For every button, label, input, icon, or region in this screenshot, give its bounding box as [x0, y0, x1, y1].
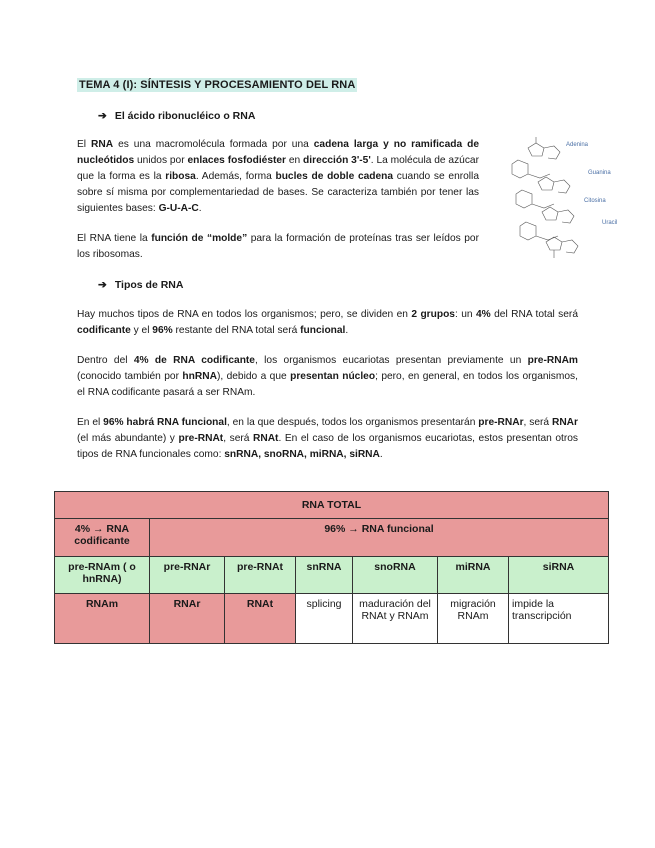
precursor-cell: pre-RNAt	[225, 557, 296, 594]
paragraph-rna-groups: Hay muchos tipos de RNA en todos los organismos; pero, se dividen en 2 grupos: un 4% del RNA total será codificante y el 96% restante del RNA total será funcional.	[77, 309, 578, 336]
label-uracil: Uracil	[602, 220, 618, 226]
table-header-cell: RNA TOTAL	[55, 492, 609, 519]
product-cell: migración RNAm	[438, 594, 509, 644]
precursor-cell: siRNA	[509, 557, 609, 594]
label-adenina: Adenina	[566, 142, 589, 148]
paragraph-rna-function: El RNA tiene la función de “molde” para la formación de proteínas tras ser leídos por los ribosomas.	[77, 233, 479, 260]
product-cell: RNAr	[150, 594, 225, 644]
precursor-cell: snoRNA	[353, 557, 438, 594]
precursor-cell: miRNA	[438, 557, 509, 594]
group-coding-cell: 4% → RNA codificante	[55, 519, 150, 557]
paragraph-rna-definition: El RNA es una macromolécula formada por una cadena larga y no ramificada de nucleótidos unidos por enlaces fosfodiéster en dirección 3'-5'. La molécula de azúcar que la forma es la ribosa. Además, forma bucles de doble cadena cuando se enrolla sobre sí misma por complementariedad de bases. Se caracteriza también por tener las siguientes bases: G-U-A-C.	[77, 139, 479, 214]
arrow-icon: ➔	[98, 279, 107, 291]
product-cell: impide la transcripción	[509, 594, 609, 644]
paragraph-coding-rna: Dentro del 4% de RNA codificante, los organismos eucariotas presentan previamente un pre-RNAm (conocido también por hnRNA), debido a que presentan núcleo; pero, en general, en todos los organismos, el RNA codificante pasará a ser RNAm.	[77, 355, 578, 398]
precursor-cell: pre-RNAr	[150, 557, 225, 594]
precursor-cell: snRNA	[296, 557, 353, 594]
section-heading-types	[98, 279, 183, 291]
rna-types-table	[54, 491, 609, 644]
label-citosina: Citosina	[584, 198, 606, 204]
section-heading-label: Tipos de RNA	[114, 279, 184, 291]
paragraph-functional-rna: En el 96% habrá RNA funcional, en la que después, todos los organismos presentarán pre-RNAr, será RNAr (el más abundante) y pre-RNAt, será RNAt. En el caso de los organismos eucariotas, estos presentan otros tipos de RNA funcionales como: snRNA, snoRNA, miRNA, siRNA.	[77, 417, 579, 460]
section-heading-rna	[98, 110, 255, 122]
product-cell: RNAt	[225, 594, 296, 644]
product-cell: maduración del RNAt y RNAm	[353, 594, 438, 644]
label-guanina: Guanina	[588, 170, 611, 176]
page-title: TEMA 4 (I): SÍNTESIS Y PROCESAMIENTO DEL RNA	[79, 79, 356, 91]
arrow-icon: ➔	[98, 110, 107, 122]
group-functional-cell: 96% → RNA funcional	[150, 519, 609, 557]
product-cell: splicing	[296, 594, 353, 644]
product-cell: RNAm	[55, 594, 150, 644]
rna-structure-diagram	[498, 130, 626, 260]
precursor-cell: pre-RNAm ( o hnRNA)	[55, 557, 150, 594]
section-heading-label: El ácido ribonucléico o RNA	[114, 110, 256, 122]
